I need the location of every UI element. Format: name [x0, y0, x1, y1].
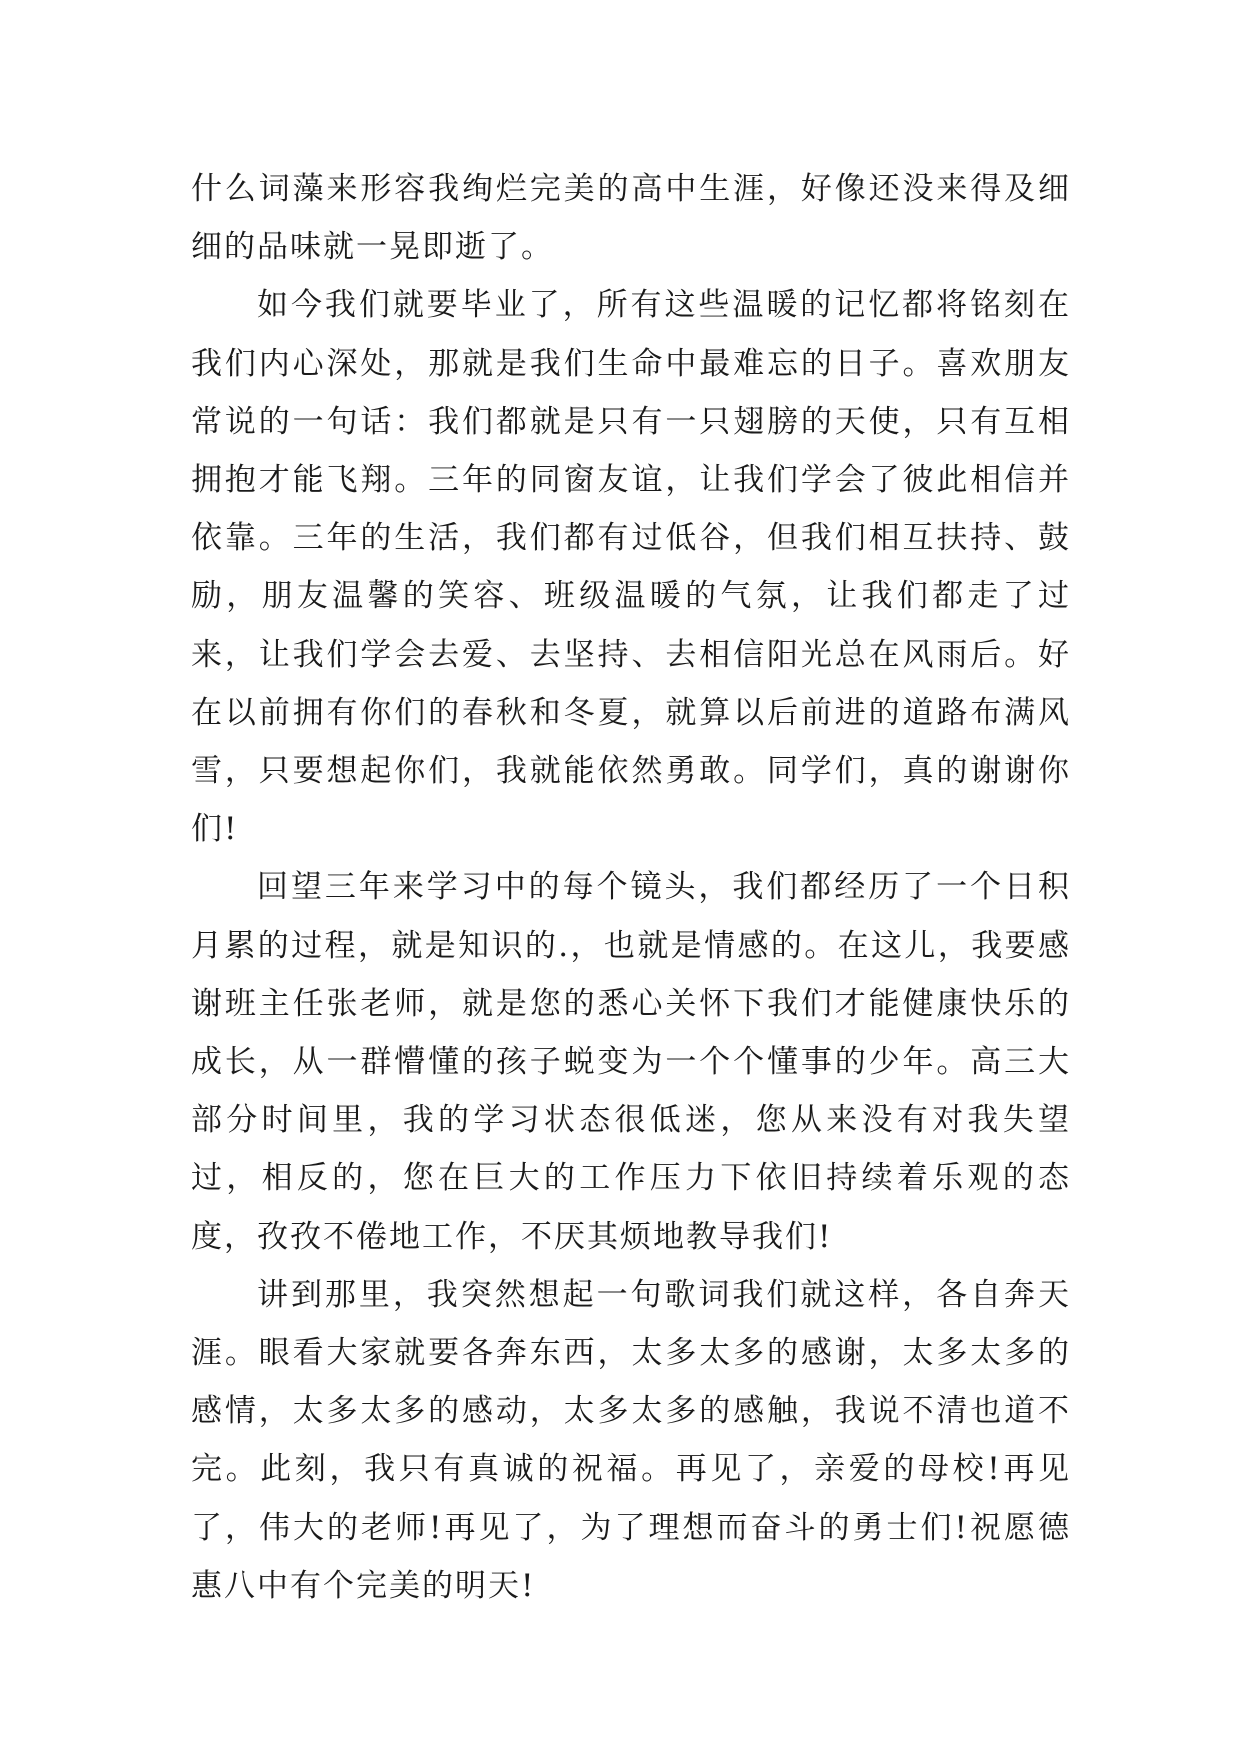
- body-text: [191, 160, 1071, 1615]
- paragraph-1: 什么词藻来形容我绚烂完美的高中生涯，好像还没来得及细细的品味就一晃即逝了。: [191, 171, 1071, 266]
- paragraph-2: 如今我们就要毕业了，所有这些温暖的记忆都将铭刻在我们内心深处，那就是我们生命中最难忘的日子。喜欢朋友常说的一句话：我们都就是只有一只翅膀的天使，只有互相拥抱才能飞翔。三年的同窗友谊，让我们学会了彼此相信并依靠。三年的生活，我们都有过低谷，但我们相互扶持、鼓励，朋友温馨的笑容、班级温暖的气氛，让我们都走了过来，让我们学会去爱、去坚持、去相信阳光总在风雨后。好在以前拥有你们的春秋和冬夏，就算以后前进的道路布满风雪，只要想起你们，我就能依然勇敢。同学们，真的谢谢你们!: [191, 287, 1071, 848]
- paragraph-3: 回望三年来学习中的每个镜头，我们都经历了一个日积月累的过程，就是知识的.，也就是情感的。在这儿，我要感谢班主任张老师，就是您的悉心关怀下我们才能健康快乐的成长，从一群懵懂的孩子蜕变为一个个懂事的少年。高三大部分时间里，我的学习状态很低迷，您从来没有对我失望过，相反的，您在巨大的工作压力下依旧持续着乐观的态度，孜孜不倦地工作，不厌其烦地教导我们!: [191, 869, 1071, 1255]
- paragraph-4: 讲到那里，我突然想起一句歌词我们就这样，各自奔天涯。眼看大家就要各奔东西，太多太多的感谢，太多太多的感情，太多太多的感动，太多太多的感触，我说不清也道不完。此刻，我只有真诚的祝福。再见了，亲爱的母校!再见了，伟大的老师!再见了，为了理想而奋斗的勇士们!祝愿德惠八中有个完美的明天!: [191, 1276, 1071, 1604]
